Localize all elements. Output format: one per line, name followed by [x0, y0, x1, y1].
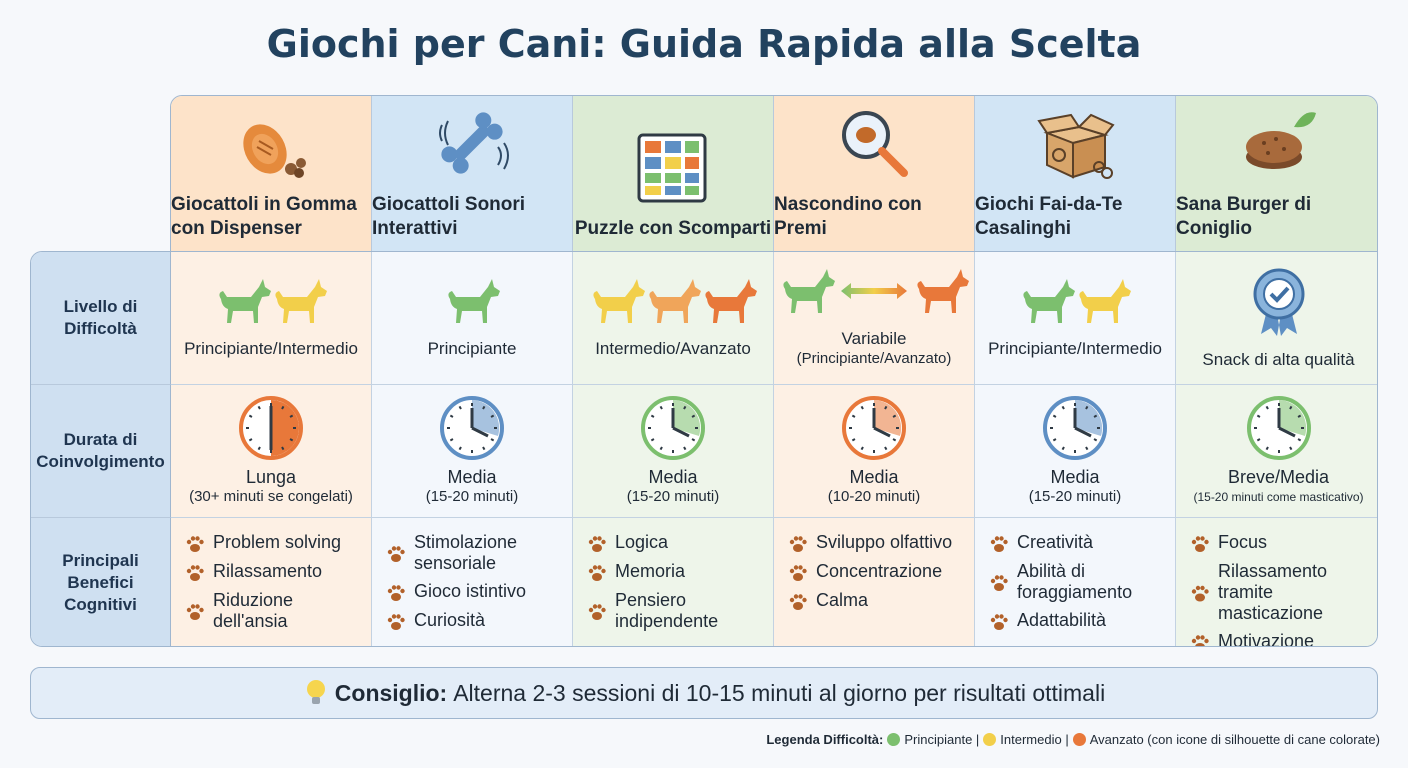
benefits-cell	[573, 518, 774, 647]
clock-icon	[239, 396, 303, 460]
duration-cell	[573, 385, 774, 518]
benefit-text: Curiosità	[414, 610, 486, 630]
legend-dot-yellow	[983, 733, 996, 746]
paw-icon	[587, 534, 607, 554]
benefits-cell	[1176, 518, 1378, 647]
range-arrow-icon	[839, 281, 909, 301]
level-cell	[1176, 252, 1378, 385]
benefit-item	[386, 581, 572, 603]
benefit-item	[386, 532, 572, 574]
duration-label: Media	[849, 467, 899, 487]
paw-icon	[587, 563, 607, 583]
difficulty-icons	[215, 277, 327, 325]
legend-dot-green	[887, 733, 900, 746]
benefit-text: Sviluppo olfattivo	[816, 532, 953, 552]
column-header-3	[573, 96, 774, 252]
legend-label: Legenda Difficoltà:	[766, 732, 884, 747]
benefits-cell	[774, 518, 975, 647]
benefit-item	[989, 532, 1175, 554]
row-header-difficulty: Livello di Difficoltà	[31, 252, 171, 385]
paw-icon	[788, 563, 808, 583]
benefit-text: Focus	[1218, 532, 1268, 552]
benefit-item	[788, 561, 952, 583]
paw-icon	[386, 583, 406, 603]
benefit-text: Stimolazione sensoriale	[414, 532, 518, 573]
benefit-text: Adattabilità	[1017, 610, 1107, 630]
benefit-text: Rilassamento	[213, 561, 323, 581]
level-cell	[774, 252, 975, 385]
column-title: Puzzle con Scomparti	[574, 218, 772, 239]
column-title: Sana Burger di Coniglio	[1176, 194, 1312, 239]
paw-icon	[1190, 563, 1210, 624]
paw-icon	[386, 534, 406, 574]
magnifier-treat-icon	[834, 103, 914, 183]
benefit-item	[1190, 631, 1378, 647]
duration-cell	[171, 385, 372, 518]
tip-text: Alterna 2-3 sessioni di 10-15 minuti al giorno per risultati ottimali	[453, 679, 1106, 706]
benefit-item	[587, 532, 773, 554]
column-headers	[170, 95, 1378, 252]
paw-icon	[1190, 534, 1210, 554]
legend-item: Avanzato (con icone di silhouette di cane colorate)	[1089, 732, 1380, 747]
level-label: Principiante/Intermedio	[184, 339, 358, 358]
duration-detail: (10-20 minuti)	[827, 488, 921, 505]
paw-icon	[185, 592, 205, 632]
column-title: Giocattoli in Gomma con Dispenser	[171, 194, 357, 239]
benefits-list	[573, 532, 773, 639]
level-detail: (Principiante/Avanzato)	[796, 350, 952, 367]
benefit-text: Motivazione	[1218, 631, 1315, 647]
page-title: Giochi per Cani: Guida Rapida alla Scelta	[266, 22, 1142, 66]
recycled-box-icon	[1035, 103, 1115, 183]
difficulty-icons	[1249, 266, 1309, 336]
column-header-1	[171, 96, 372, 252]
duration-label: Media	[648, 467, 698, 487]
benefit-text: Rilassamento tramite masticazione	[1218, 561, 1328, 623]
duration-cell	[774, 385, 975, 518]
level-label: Variabile	[841, 329, 907, 348]
clock-icon	[842, 396, 906, 460]
benefits-cell	[975, 518, 1176, 647]
dog-silhouette-icon	[701, 277, 757, 325]
dog-silhouette-icon	[1019, 277, 1075, 325]
clock-icon	[1247, 396, 1311, 460]
table-body	[30, 251, 1378, 647]
legend-dot-orange	[1073, 733, 1086, 746]
duration-label: Media	[1050, 467, 1100, 487]
column-title: Giocattoli Sonori Interattivi	[372, 194, 526, 239]
benefits-list	[774, 532, 952, 619]
clock-icon	[641, 396, 705, 460]
benefit-text: Problem solving	[213, 532, 342, 552]
difficulty-icons	[779, 267, 969, 315]
benefits-list	[975, 532, 1175, 639]
benefit-item	[185, 561, 371, 583]
benefit-text: Pensiero indipendente	[615, 590, 719, 631]
column-header-5	[975, 96, 1176, 252]
benefit-item	[788, 590, 952, 612]
quality-badge-icon	[1249, 266, 1309, 336]
benefit-text: Gioco istintivo	[414, 581, 527, 601]
squeaky-bone-icon	[432, 103, 512, 183]
difficulty-icons	[589, 277, 757, 325]
benefit-item	[1190, 561, 1378, 624]
benefits-list	[1176, 532, 1378, 647]
dog-silhouette-icon	[271, 277, 327, 325]
level-cell	[573, 252, 774, 385]
paw-icon	[989, 612, 1009, 632]
column-title: Nascondino con Premi	[774, 194, 922, 239]
duration-cell	[1176, 385, 1378, 518]
level-label: Snack di alta qualità	[1202, 350, 1355, 369]
column-header-2	[372, 96, 573, 252]
duration-detail: (15-20 minuti come masticativo)	[1193, 490, 1364, 504]
duration-label: Breve/Media	[1227, 467, 1330, 487]
benefit-text: Riduzione dell'ansia	[213, 590, 294, 631]
paw-icon	[788, 592, 808, 612]
duration-detail: (15-20 minuti)	[626, 488, 720, 505]
dog-silhouette-icon	[1075, 277, 1131, 325]
duration-label: Lunga	[245, 467, 297, 487]
row-header-benefits: Principali Benefici Cognitivi	[31, 518, 171, 647]
dog-silhouette-icon	[913, 267, 969, 315]
clock-icon	[440, 396, 504, 460]
burger-leaf-icon	[1238, 103, 1318, 183]
level-cell	[171, 252, 372, 385]
benefit-text: Calma	[816, 590, 869, 610]
benefit-text: Concentrazione	[816, 561, 943, 581]
level-cell	[372, 252, 573, 385]
paw-icon	[989, 534, 1009, 554]
rubber-toy-dispenser-icon	[231, 103, 311, 183]
comparison-table	[30, 95, 1378, 647]
benefits-list	[171, 532, 371, 639]
benefit-item	[1190, 532, 1378, 554]
column-title: Giochi Fai-da-Te Casalinghi	[975, 194, 1123, 239]
duration-cell	[975, 385, 1176, 518]
paw-icon	[185, 534, 205, 554]
benefit-item	[788, 532, 952, 554]
difficulty-legend	[766, 732, 1380, 747]
paw-icon	[989, 563, 1009, 603]
benefit-item	[386, 610, 572, 632]
lightbulb-icon	[303, 678, 329, 708]
duration-label: Media	[447, 467, 497, 487]
benefit-text: Abilità di foraggiamento	[1017, 561, 1133, 602]
tip-label: Consiglio:	[334, 679, 448, 706]
benefits-cell	[171, 518, 372, 647]
benefit-text: Creatività	[1017, 532, 1094, 552]
puzzle-board-icon	[633, 127, 713, 207]
row-header-duration: Durata di Coinvolgimento	[31, 385, 171, 518]
benefit-text: Memoria	[615, 561, 686, 581]
benefit-item	[989, 610, 1175, 632]
level-label: Intermedio/Avanzato	[595, 339, 751, 358]
level-label: Principiante/Intermedio	[988, 339, 1162, 358]
benefit-item	[587, 590, 773, 632]
paw-icon	[587, 592, 607, 632]
dog-silhouette-icon	[444, 277, 500, 325]
dog-silhouette-icon	[589, 277, 645, 325]
legend-item: Principiante |	[904, 732, 980, 747]
benefit-item	[185, 532, 371, 554]
difficulty-icons	[444, 277, 500, 325]
benefits-cell	[372, 518, 573, 647]
benefit-item	[587, 561, 773, 583]
paw-icon	[386, 612, 406, 632]
difficulty-icons	[1019, 277, 1131, 325]
clock-icon	[1043, 396, 1107, 460]
benefit-text: Logica	[615, 532, 669, 552]
benefit-item	[989, 561, 1175, 603]
dog-silhouette-icon	[215, 277, 271, 325]
duration-detail: (30+ minuti se congelati)	[189, 488, 353, 505]
dog-silhouette-icon	[779, 267, 835, 315]
paw-icon	[1190, 633, 1210, 647]
duration-detail: (15-20 minuti)	[425, 488, 519, 505]
column-header-4	[774, 96, 975, 252]
level-cell	[975, 252, 1176, 385]
column-header-6	[1176, 96, 1378, 252]
paw-icon	[185, 563, 205, 583]
dog-silhouette-icon	[645, 277, 701, 325]
level-label: Principiante	[427, 339, 517, 358]
duration-cell	[372, 385, 573, 518]
benefits-list	[372, 532, 572, 639]
benefit-item	[185, 590, 371, 632]
duration-detail: (15-20 minuti)	[1028, 488, 1122, 505]
legend-item: Intermedio |	[1000, 732, 1069, 747]
paw-icon	[788, 534, 808, 554]
tip-banner	[30, 667, 1378, 719]
